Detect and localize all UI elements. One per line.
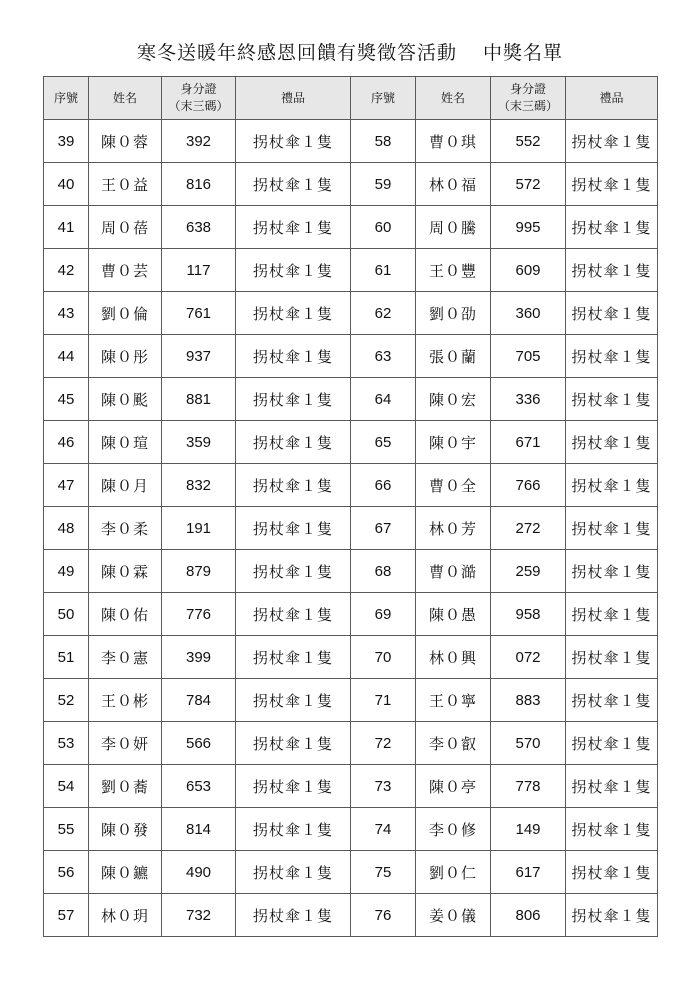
right-cell-seq: 60 bbox=[351, 206, 416, 249]
right-cell-prize: 拐杖傘１隻 bbox=[566, 421, 658, 464]
left-cell-id-last3: 392 bbox=[162, 120, 236, 163]
left-cell-prize: 拐杖傘１隻 bbox=[236, 378, 351, 421]
col-header-id bbox=[491, 77, 566, 120]
right-cell-id-last3: 259 bbox=[491, 550, 566, 593]
left-cell-seq: 50 bbox=[44, 593, 89, 636]
left-cell-name: 陳０發 bbox=[89, 808, 162, 851]
right-cell-seq: 70 bbox=[351, 636, 416, 679]
left-cell-id-last3: 490 bbox=[162, 851, 236, 894]
right-cell-id-last3: 360 bbox=[491, 292, 566, 335]
right-cell-prize: 拐杖傘１隻 bbox=[566, 722, 658, 765]
left-cell-id-last3: 881 bbox=[162, 378, 236, 421]
left-cell-name: 劉０蕎 bbox=[89, 765, 162, 808]
right-cell-prize: 拐杖傘１隻 bbox=[566, 765, 658, 808]
right-cell-name: 王０寧 bbox=[416, 679, 491, 722]
right-cell-prize: 拐杖傘１隻 bbox=[566, 507, 658, 550]
right-cell-seq: 64 bbox=[351, 378, 416, 421]
col-header-seq: 序號 bbox=[351, 77, 416, 120]
right-cell-name: 李０修 bbox=[416, 808, 491, 851]
right-cell-name: 林０興 bbox=[416, 636, 491, 679]
left-cell-id-last3: 814 bbox=[162, 808, 236, 851]
table-row bbox=[44, 378, 658, 421]
left-cell-id-last3: 191 bbox=[162, 507, 236, 550]
right-cell-seq: 73 bbox=[351, 765, 416, 808]
left-cell-prize: 拐杖傘１隻 bbox=[236, 851, 351, 894]
left-cell-seq: 45 bbox=[44, 378, 89, 421]
page-title bbox=[0, 40, 700, 66]
right-cell-seq: 58 bbox=[351, 120, 416, 163]
left-cell-name: 陳０月 bbox=[89, 464, 162, 507]
table-row bbox=[44, 550, 658, 593]
left-cell-name: 陳０彤 bbox=[89, 335, 162, 378]
table-row bbox=[44, 464, 658, 507]
col-header-id-line1: 身分證 bbox=[509, 82, 546, 96]
left-cell-name: 周０蓓 bbox=[89, 206, 162, 249]
right-cell-seq: 68 bbox=[351, 550, 416, 593]
left-cell-id-last3: 784 bbox=[162, 679, 236, 722]
left-cell-prize: 拐杖傘１隻 bbox=[236, 550, 351, 593]
right-cell-name: 陳０宇 bbox=[416, 421, 491, 464]
right-cell-prize: 拐杖傘１隻 bbox=[566, 249, 658, 292]
right-cell-seq: 59 bbox=[351, 163, 416, 206]
left-cell-id-last3: 776 bbox=[162, 593, 236, 636]
left-cell-prize: 拐杖傘１隻 bbox=[236, 206, 351, 249]
right-cell-id-last3: 336 bbox=[491, 378, 566, 421]
left-cell-name: 陳０颩 bbox=[89, 378, 162, 421]
right-cell-id-last3: 572 bbox=[491, 163, 566, 206]
left-cell-prize: 拐杖傘１隻 bbox=[236, 163, 351, 206]
left-cell-name: 劉０倫 bbox=[89, 292, 162, 335]
table-row bbox=[44, 421, 658, 464]
left-cell-seq: 41 bbox=[44, 206, 89, 249]
right-cell-prize: 拐杖傘１隻 bbox=[566, 292, 658, 335]
left-cell-name: 林０玥 bbox=[89, 894, 162, 937]
left-cell-prize: 拐杖傘１隻 bbox=[236, 421, 351, 464]
left-cell-name: 李０憲 bbox=[89, 636, 162, 679]
right-cell-id-last3: 883 bbox=[491, 679, 566, 722]
right-cell-seq: 63 bbox=[351, 335, 416, 378]
right-cell-seq: 76 bbox=[351, 894, 416, 937]
table-row bbox=[44, 679, 658, 722]
right-cell-id-last3: 552 bbox=[491, 120, 566, 163]
right-cell-name: 林０芳 bbox=[416, 507, 491, 550]
right-cell-id-last3: 617 bbox=[491, 851, 566, 894]
left-cell-prize: 拐杖傘１隻 bbox=[236, 765, 351, 808]
col-header-name: 姓名 bbox=[416, 77, 491, 120]
right-cell-id-last3: 671 bbox=[491, 421, 566, 464]
left-cell-id-last3: 732 bbox=[162, 894, 236, 937]
left-cell-name: 曹０芸 bbox=[89, 249, 162, 292]
table-row bbox=[44, 765, 658, 808]
right-cell-id-last3: 570 bbox=[491, 722, 566, 765]
left-cell-id-last3: 638 bbox=[162, 206, 236, 249]
left-cell-id-last3: 117 bbox=[162, 249, 236, 292]
col-header-id-line2: （末三碼） bbox=[497, 99, 558, 113]
table-row bbox=[44, 894, 658, 937]
right-cell-seq: 71 bbox=[351, 679, 416, 722]
right-cell-seq: 74 bbox=[351, 808, 416, 851]
right-cell-prize: 拐杖傘１隻 bbox=[566, 163, 658, 206]
right-cell-name: 曹０全 bbox=[416, 464, 491, 507]
table-row bbox=[44, 593, 658, 636]
header-row bbox=[44, 77, 658, 120]
right-cell-name: 周０騰 bbox=[416, 206, 491, 249]
right-cell-name: 王０豐 bbox=[416, 249, 491, 292]
col-header-id-line1: 身分證 bbox=[180, 82, 217, 96]
right-cell-prize: 拐杖傘１隻 bbox=[566, 679, 658, 722]
left-cell-id-last3: 761 bbox=[162, 292, 236, 335]
right-cell-prize: 拐杖傘１隻 bbox=[566, 120, 658, 163]
table-row bbox=[44, 851, 658, 894]
right-cell-prize: 拐杖傘１隻 bbox=[566, 378, 658, 421]
right-cell-name: 劉０劭 bbox=[416, 292, 491, 335]
left-cell-prize: 拐杖傘１隻 bbox=[236, 679, 351, 722]
left-cell-id-last3: 879 bbox=[162, 550, 236, 593]
right-cell-seq: 75 bbox=[351, 851, 416, 894]
left-cell-seq: 55 bbox=[44, 808, 89, 851]
left-cell-name: 王０益 bbox=[89, 163, 162, 206]
right-cell-prize: 拐杖傘１隻 bbox=[566, 808, 658, 851]
right-cell-id-last3: 995 bbox=[491, 206, 566, 249]
right-cell-name: 林０福 bbox=[416, 163, 491, 206]
col-header-name: 姓名 bbox=[89, 77, 162, 120]
right-cell-name: 姜０儀 bbox=[416, 894, 491, 937]
left-cell-name: 陳０霖 bbox=[89, 550, 162, 593]
left-cell-seq: 49 bbox=[44, 550, 89, 593]
left-cell-seq: 53 bbox=[44, 722, 89, 765]
col-header-prize: 禮品 bbox=[236, 77, 351, 120]
col-header-prize: 禮品 bbox=[566, 77, 658, 120]
right-cell-name: 陳０愚 bbox=[416, 593, 491, 636]
event-title: 寒冬送暖年終感恩回饋有獎徵答活動 bbox=[136, 42, 457, 64]
col-header-id bbox=[162, 77, 236, 120]
right-cell-name: 陳０亭 bbox=[416, 765, 491, 808]
left-cell-prize: 拐杖傘１隻 bbox=[236, 507, 351, 550]
left-cell-seq: 47 bbox=[44, 464, 89, 507]
left-cell-prize: 拐杖傘１隻 bbox=[236, 593, 351, 636]
left-cell-seq: 39 bbox=[44, 120, 89, 163]
right-cell-id-last3: 806 bbox=[491, 894, 566, 937]
right-cell-seq: 65 bbox=[351, 421, 416, 464]
right-cell-seq: 62 bbox=[351, 292, 416, 335]
left-cell-prize: 拐杖傘１隻 bbox=[236, 722, 351, 765]
left-cell-seq: 43 bbox=[44, 292, 89, 335]
right-cell-prize: 拐杖傘１隻 bbox=[566, 593, 658, 636]
col-header-seq: 序號 bbox=[44, 77, 89, 120]
left-cell-id-last3: 653 bbox=[162, 765, 236, 808]
right-cell-id-last3: 778 bbox=[491, 765, 566, 808]
right-cell-name: 李０叡 bbox=[416, 722, 491, 765]
left-cell-name: 陳０佑 bbox=[89, 593, 162, 636]
right-cell-prize: 拐杖傘１隻 bbox=[566, 206, 658, 249]
table-row bbox=[44, 335, 658, 378]
left-cell-prize: 拐杖傘１隻 bbox=[236, 292, 351, 335]
left-cell-seq: 52 bbox=[44, 679, 89, 722]
table-row bbox=[44, 722, 658, 765]
table-row bbox=[44, 808, 658, 851]
left-cell-seq: 44 bbox=[44, 335, 89, 378]
left-cell-seq: 46 bbox=[44, 421, 89, 464]
left-cell-seq: 56 bbox=[44, 851, 89, 894]
right-cell-name: 陳０宏 bbox=[416, 378, 491, 421]
right-cell-name: 曹０澔 bbox=[416, 550, 491, 593]
right-cell-seq: 67 bbox=[351, 507, 416, 550]
col-header-id-line2: （末三碼） bbox=[168, 99, 229, 113]
right-cell-prize: 拐杖傘１隻 bbox=[566, 464, 658, 507]
left-cell-id-last3: 399 bbox=[162, 636, 236, 679]
right-cell-name: 張０蘭 bbox=[416, 335, 491, 378]
left-cell-seq: 42 bbox=[44, 249, 89, 292]
left-cell-prize: 拐杖傘１隻 bbox=[236, 120, 351, 163]
right-cell-seq: 61 bbox=[351, 249, 416, 292]
right-cell-name: 曹０琪 bbox=[416, 120, 491, 163]
right-cell-name: 劉０仁 bbox=[416, 851, 491, 894]
right-cell-id-last3: 149 bbox=[491, 808, 566, 851]
left-cell-name: 陳０瑄 bbox=[89, 421, 162, 464]
left-cell-id-last3: 566 bbox=[162, 722, 236, 765]
right-cell-seq: 72 bbox=[351, 722, 416, 765]
left-cell-name: 李０柔 bbox=[89, 507, 162, 550]
left-cell-seq: 54 bbox=[44, 765, 89, 808]
table-row bbox=[44, 206, 658, 249]
list-title: 中獎名單 bbox=[483, 42, 564, 64]
left-cell-prize: 拐杖傘１隻 bbox=[236, 335, 351, 378]
left-cell-prize: 拐杖傘１隻 bbox=[236, 249, 351, 292]
left-cell-seq: 40 bbox=[44, 163, 89, 206]
right-cell-seq: 69 bbox=[351, 593, 416, 636]
table-row bbox=[44, 292, 658, 335]
right-cell-prize: 拐杖傘１隻 bbox=[566, 636, 658, 679]
left-cell-seq: 51 bbox=[44, 636, 89, 679]
left-cell-prize: 拐杖傘１隻 bbox=[236, 636, 351, 679]
left-cell-name: 陳０鑣 bbox=[89, 851, 162, 894]
winner-rows bbox=[44, 120, 658, 937]
right-cell-id-last3: 272 bbox=[491, 507, 566, 550]
left-cell-prize: 拐杖傘１隻 bbox=[236, 894, 351, 937]
right-cell-id-last3: 705 bbox=[491, 335, 566, 378]
right-cell-id-last3: 958 bbox=[491, 593, 566, 636]
left-cell-name: 陳０蓉 bbox=[89, 120, 162, 163]
table-row bbox=[44, 163, 658, 206]
left-cell-name: 王０彬 bbox=[89, 679, 162, 722]
right-cell-id-last3: 072 bbox=[491, 636, 566, 679]
left-cell-prize: 拐杖傘１隻 bbox=[236, 808, 351, 851]
right-cell-id-last3: 609 bbox=[491, 249, 566, 292]
table-row bbox=[44, 636, 658, 679]
right-cell-prize: 拐杖傘１隻 bbox=[566, 851, 658, 894]
left-cell-prize: 拐杖傘１隻 bbox=[236, 464, 351, 507]
winners-table bbox=[43, 76, 658, 937]
left-cell-name: 李０妍 bbox=[89, 722, 162, 765]
right-cell-seq: 66 bbox=[351, 464, 416, 507]
left-cell-id-last3: 816 bbox=[162, 163, 236, 206]
left-cell-id-last3: 832 bbox=[162, 464, 236, 507]
left-cell-seq: 48 bbox=[44, 507, 89, 550]
right-cell-prize: 拐杖傘１隻 bbox=[566, 894, 658, 937]
left-cell-id-last3: 359 bbox=[162, 421, 236, 464]
left-cell-seq: 57 bbox=[44, 894, 89, 937]
right-cell-id-last3: 766 bbox=[491, 464, 566, 507]
table-row bbox=[44, 507, 658, 550]
right-cell-prize: 拐杖傘１隻 bbox=[566, 335, 658, 378]
table-row bbox=[44, 120, 658, 163]
right-cell-prize: 拐杖傘１隻 bbox=[566, 550, 658, 593]
table-row bbox=[44, 249, 658, 292]
left-cell-id-last3: 937 bbox=[162, 335, 236, 378]
